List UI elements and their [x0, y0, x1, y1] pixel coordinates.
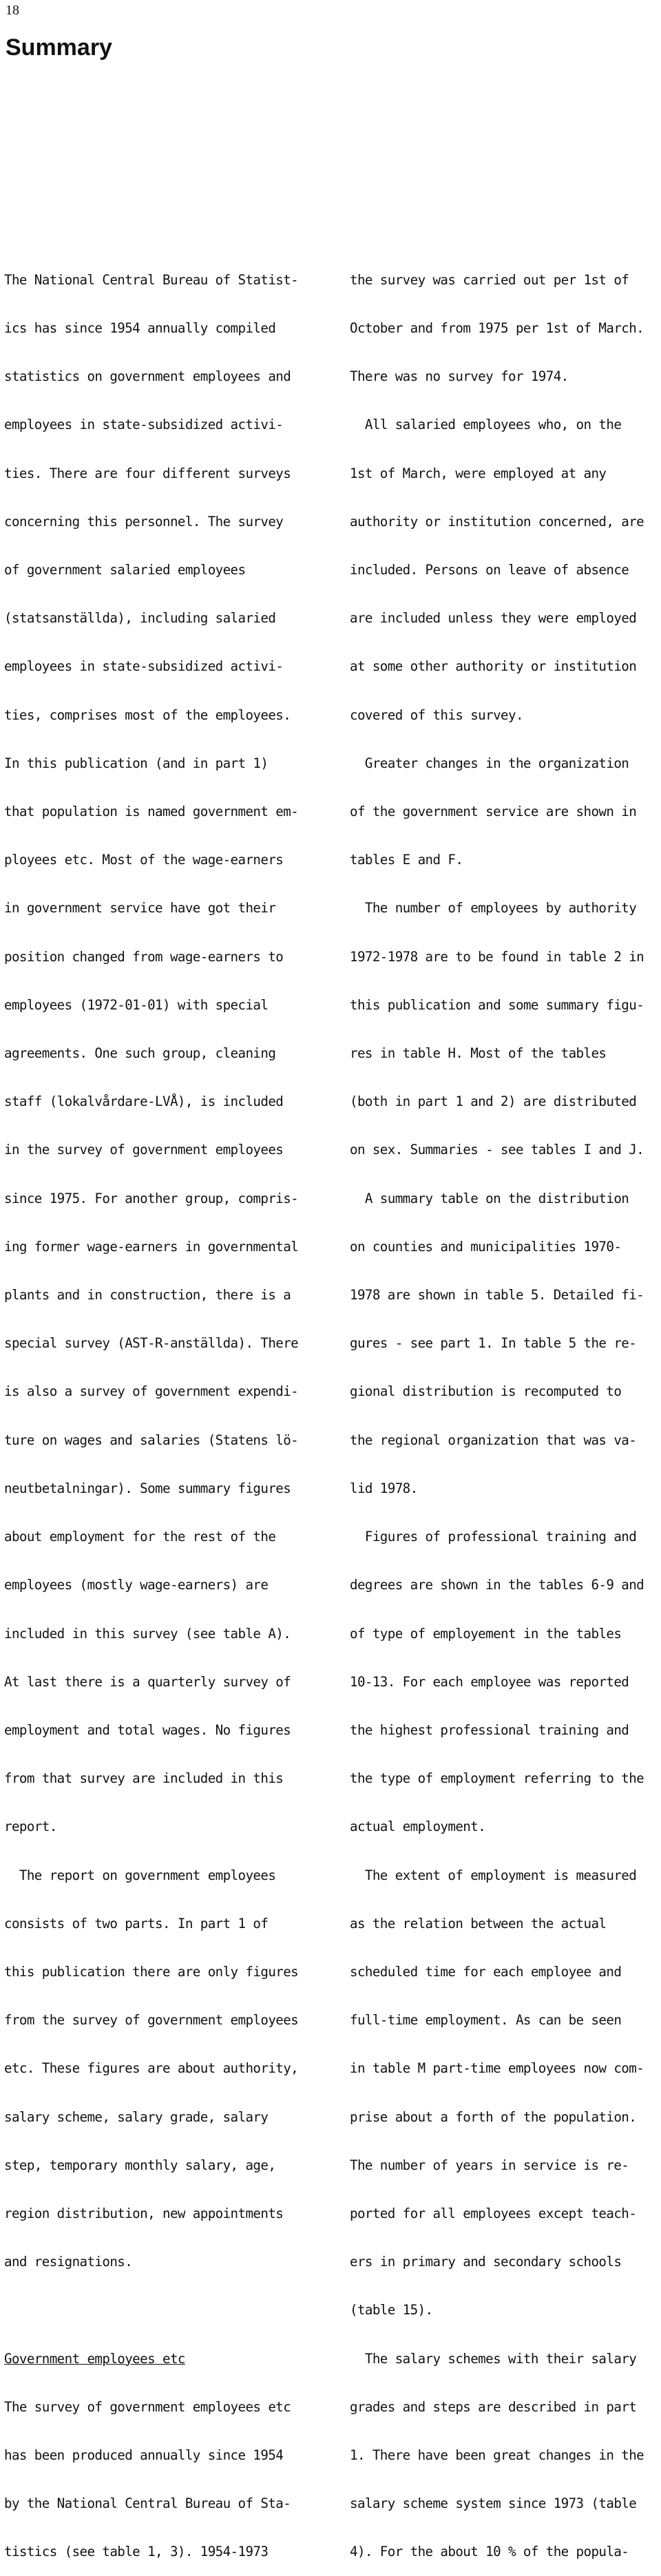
left-line: At last there is a quarterly survey of — [4, 1673, 291, 1690]
right-text-column — [350, 240, 660, 2576]
right-line: gures - see part 1. In table 5 the re- — [350, 1335, 637, 1352]
left-line: ployees etc. Most of the wage-earners — [4, 852, 284, 868]
right-line: of the government service are shown in — [350, 804, 637, 820]
left-line: consists of two parts. In part 1 of — [4, 1915, 269, 1931]
right-line: the regional organization that was va- — [350, 1432, 637, 1448]
left-line: ties, comprises most of the employees. — [4, 706, 291, 723]
right-line: ported for all employees except teach- — [350, 2205, 637, 2221]
left-line: included in this survey (see table A). — [4, 1625, 291, 1642]
left-text-column — [4, 240, 317, 2576]
right-line: (table 15). — [350, 2302, 433, 2318]
left-line: region distribution, new appointments — [4, 2205, 284, 2221]
left-line: in government service have got their — [4, 900, 276, 917]
left-line: ties. There are four different surveys — [4, 465, 291, 481]
right-line: (both in part 1 and 2) are distributed — [350, 1093, 637, 1110]
right-line: prise about a forth of the population. — [350, 2108, 637, 2125]
left-line: etc. These figures are about authority, — [4, 2060, 299, 2077]
right-line: the highest professional training and — [350, 1721, 629, 1738]
left-line: about employment for the rest of the — [4, 1529, 276, 1545]
left-line: ture on wages and salaries (Statens lö- — [4, 1432, 299, 1448]
right-line: There was no survey for 1974. — [350, 368, 569, 385]
right-line: 1st of March, were employed at any — [350, 465, 607, 481]
right-line: on sex. Summaries - see tables I and J. — [350, 1142, 644, 1158]
right-line: res in table H. Most of the tables — [350, 1045, 607, 1062]
left-line: agreements. One such group, cleaning — [4, 1045, 276, 1062]
left-line: concerning this personnel. The survey — [4, 513, 284, 530]
left-line: plants and in construction, there is a — [4, 1287, 291, 1303]
left-line: employment and total wages. No figures — [4, 1721, 291, 1738]
left-line: in the survey of government employees — [4, 1142, 284, 1158]
right-line: actual employment. — [350, 1819, 486, 1835]
right-line: The number of employees by authority — [350, 900, 637, 917]
section-heading: Government employees etc — [4, 2350, 185, 2367]
page-number: 18 — [6, 3, 19, 18]
right-line: tables E and F. — [350, 852, 463, 868]
right-line: degrees are shown in the tables 6-9 and — [350, 1577, 644, 1593]
right-line: 4). For the about 10 % of the popula- — [350, 2544, 629, 2560]
left-line: salary scheme, salary grade, salary — [4, 2108, 269, 2125]
right-line: of type of employement in the tables — [350, 1625, 622, 1642]
right-line: Greater changes in the organization — [350, 755, 629, 771]
right-line: 10-13. For each employee was reported — [350, 1673, 629, 1690]
right-line: on counties and municipalities 1970- — [350, 1238, 622, 1255]
left-line: employees (1972-01-01) with special — [4, 996, 269, 1013]
right-line: 1972-1978 are to be found in table 2 in — [350, 948, 644, 965]
right-line: salary scheme system since 1973 (table — [350, 2495, 637, 2512]
left-line: employees in state-subsidized activi- — [4, 417, 284, 433]
left-line: The National Central Bureau of Statist- — [4, 271, 299, 288]
left-line: special survey (AST-R-anställda). There — [4, 1335, 299, 1352]
left-line: from that survey are included in this — [4, 1770, 284, 1787]
left-line: ing former wage-earners in governmental — [4, 1238, 299, 1255]
left-line: has been produced annually since 1954 — [4, 2447, 284, 2463]
right-line: The number of years in service is re- — [350, 2157, 629, 2173]
left-line: employees in state-subsidized activi- — [4, 658, 284, 675]
right-line: The extent of employment is measured — [350, 1867, 637, 1883]
right-line: All salaried employees who, on the — [350, 417, 622, 433]
page-title: Summary — [6, 34, 112, 61]
left-line: (statsanställda), including salaried — [4, 610, 276, 627]
right-line: full-time employment. As can be seen — [350, 2012, 622, 2029]
right-line: are included unless they were employed — [350, 610, 637, 627]
left-line: since 1975. For another group, compris- — [4, 1190, 299, 1206]
right-line: this publication and some summary figu- — [350, 996, 644, 1013]
left-line: this publication there are only figures — [4, 1963, 299, 1980]
right-line: 1. There have been great changes in the — [350, 2447, 644, 2463]
right-line: at some other authority or institution — [350, 658, 637, 675]
left-line: and resignations. — [4, 2254, 133, 2270]
right-line: October and from 1975 per 1st of March. — [350, 320, 644, 337]
left-line: The survey of government employees etc — [4, 2398, 291, 2415]
right-line: the type of employment referring to the — [350, 1770, 644, 1787]
left-line: employees (mostly wage-earners) are — [4, 1577, 269, 1593]
right-line: 1978 are shown in table 5. Detailed fi- — [350, 1287, 644, 1303]
right-line: in table M part-time employees now com- — [350, 2060, 644, 2077]
right-line: ers in primary and secondary schools — [350, 2254, 622, 2270]
left-line: In this publication (and in part 1) — [4, 755, 269, 771]
right-line: Figures of professional training and — [350, 1529, 637, 1545]
right-line: as the relation between the actual — [350, 1915, 607, 1931]
left-line: statistics on government employees and — [4, 368, 291, 385]
right-line: A summary table on the distribution — [350, 1190, 629, 1206]
left-line: tistics (see table 1, 3). 1954-1973 — [4, 2544, 269, 2560]
right-line: the survey was carried out per 1st of — [350, 271, 629, 288]
left-line — [4, 2302, 317, 2318]
right-line: lid 1978. — [350, 1480, 418, 1496]
left-line: neutbetalningar). Some summary figures — [4, 1480, 291, 1496]
right-line: included. Persons on leave of absence — [350, 562, 629, 578]
left-line: report. — [4, 1819, 57, 1835]
right-line: covered of this survey. — [350, 706, 523, 723]
right-line: gional distribution is recomputed to — [350, 1383, 622, 1400]
right-line: grades and steps are described in part — [350, 2398, 637, 2415]
right-line: scheduled time for each employee and — [350, 1963, 622, 1980]
left-line: The report on government employees — [4, 1867, 276, 1883]
right-line: authority or institution concerned, are — [350, 513, 644, 530]
left-line: that population is named government em- — [4, 804, 299, 820]
left-line: staff (lokalvårdare-LVÅ), is included — [4, 1093, 284, 1110]
left-line: by the National Central Bureau of Sta- — [4, 2495, 291, 2512]
left-line: position changed from wage-earners to — [4, 948, 284, 965]
left-line: is also a survey of government expendi- — [4, 1383, 299, 1400]
left-line: from the survey of government employees — [4, 2012, 299, 2029]
left-line: of government salaried employees — [4, 562, 246, 578]
left-line: step, temporary monthly salary, age, — [4, 2157, 276, 2173]
right-line: The salary schemes with their salary — [350, 2350, 637, 2367]
left-line: ics has since 1954 annually compiled — [4, 320, 276, 337]
